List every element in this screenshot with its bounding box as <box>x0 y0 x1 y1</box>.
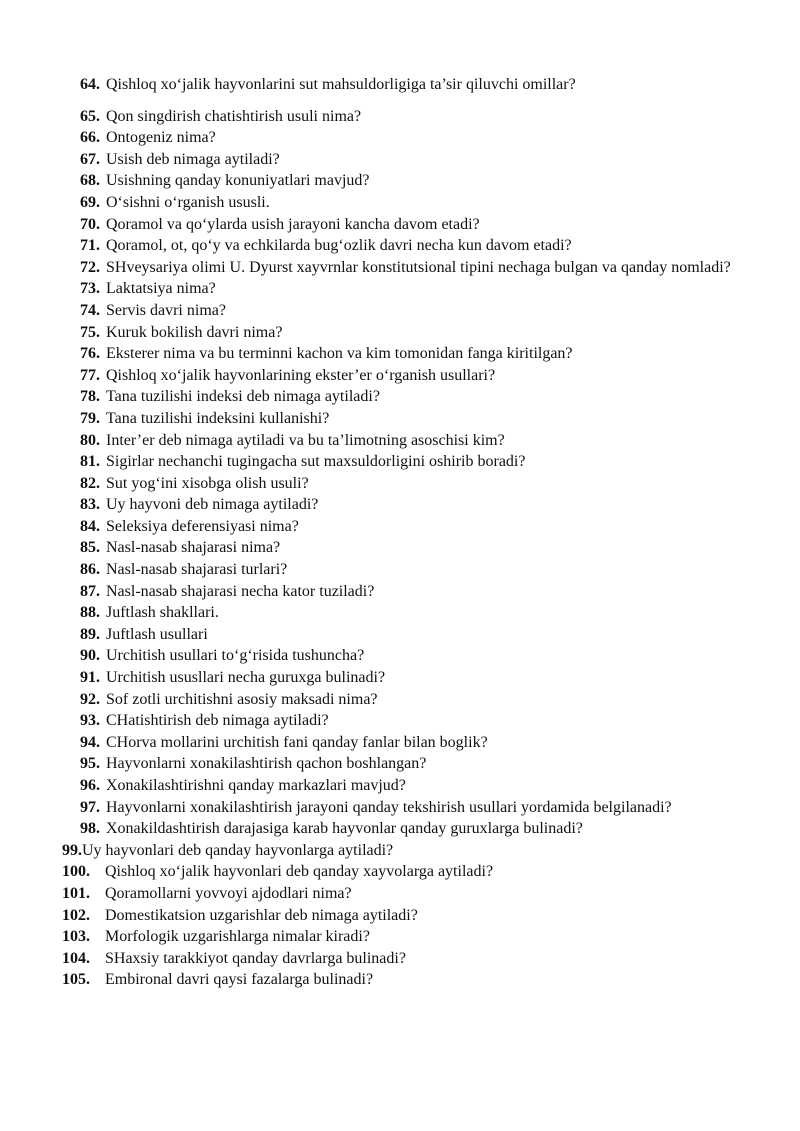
question-number: 69. <box>80 193 100 211</box>
question-number: 105. <box>62 971 90 989</box>
question-number: 67. <box>80 150 100 168</box>
question-number: 64. <box>80 76 100 93</box>
question-text: Sut yog‘ini xisobga olish usuli? <box>106 474 309 492</box>
question-item <box>0 775 800 797</box>
question-text: Laktatsiya nima? <box>106 280 216 298</box>
question-number: 65. <box>80 107 100 125</box>
question-text: SHveysariya olimi U. Dyurst xayvrnlar konstitutsional tipini nechaga bulgan va qanday nomladi? <box>106 258 731 276</box>
question-text: CHatishtirish deb nimaga aytiladi? <box>106 712 329 730</box>
question-text: Nasl-nasab shajarasi necha kator tuziladi? <box>106 582 375 600</box>
question-item <box>0 624 800 646</box>
question-number: 79. <box>80 409 100 427</box>
question-text: Qoramol va qo‘ylarda usish jarayoni kancha davom etadi? <box>106 215 480 233</box>
question-number: 81. <box>80 453 100 471</box>
question-text: Qishloq xo‘jalik hayvonlarini sut mahsuldorligiga ta’sir qiluvchi omillar? <box>106 76 576 93</box>
question-text: Xonakilashtirishni qanday markazlari mavjud? <box>106 777 406 794</box>
question-item <box>0 645 800 667</box>
question-text: Embironal davri qaysi fazalarga bulinadi? <box>105 971 374 989</box>
question-text: Ontogeniz nima? <box>106 129 216 147</box>
question-item <box>0 451 800 473</box>
question-number: 73. <box>80 280 100 298</box>
question-number: 74. <box>80 301 100 319</box>
question-text: Uy hayvoni deb nimaga aytiladi? <box>106 496 319 514</box>
question-item <box>0 235 800 257</box>
question-number: 76. <box>80 345 100 363</box>
question-text: Hayvonlarni xonakilashtirish qachon boshlangan? <box>106 755 427 773</box>
question-item <box>0 473 800 495</box>
question-item <box>0 732 800 754</box>
question-item <box>0 192 800 214</box>
question-number: 98. <box>80 820 100 838</box>
question-number: 80. <box>80 431 100 449</box>
question-text: Nasl-nasab shajarasi nima? <box>106 539 281 557</box>
question-number: 96. <box>80 777 100 794</box>
question-number: 101. <box>62 884 90 902</box>
question-number: 70. <box>80 215 100 233</box>
question-number: 72. <box>80 258 100 276</box>
question-number: 71. <box>80 237 100 255</box>
question-item <box>0 257 800 279</box>
question-text: Inter’er deb nimaga aytiladi va bu ta’limotning asoschisi kim? <box>106 431 505 449</box>
question-text: Urchitish ususllari necha guruxga bulinadi? <box>106 669 386 687</box>
question-text: Qoramollarni yovvoyi ajdodlari nima? <box>105 884 352 902</box>
question-text: Servis davri nima? <box>106 301 226 319</box>
question-text: Eksterer nima va bu terminni kachon va kim tomonidan fanga kiritilgan? <box>106 345 573 363</box>
question-item <box>0 386 800 408</box>
question-text: Kuruk bokilish davri nima? <box>106 323 283 341</box>
question-number: 90. <box>80 647 100 665</box>
question-item <box>0 581 800 603</box>
question-text: O‘sishni o‘rganish ususli. <box>106 193 270 211</box>
question-number: 66. <box>80 129 100 147</box>
question-text: Qishloq xo‘jalik hayvonlari deb qanday xayvolarga aytiladi? <box>105 863 494 881</box>
question-text: Hayvonlarni xonakilashtirish jarayoni qanday tekshirish usullari yordamida belgilanadi? <box>106 798 672 816</box>
question-item <box>0 300 800 322</box>
question-item <box>0 818 800 840</box>
question-number: 99. <box>62 841 82 859</box>
question-item <box>0 343 800 365</box>
question-text: Tana tuzilishi indeksi deb nimaga aytiladi? <box>106 388 380 406</box>
question-item <box>0 753 800 775</box>
question-item <box>0 149 800 171</box>
question-number: 75. <box>80 323 100 341</box>
question-item <box>0 170 800 192</box>
question-text: Juftlash usullari <box>106 625 208 643</box>
question-item <box>0 797 800 819</box>
question-number: 103. <box>62 928 90 946</box>
question-number: 91. <box>80 669 100 687</box>
question-number: 88. <box>80 604 100 622</box>
question-item <box>0 74 800 96</box>
question-number: 93. <box>80 712 100 730</box>
question-text: Seleksiya deferensiyasi nima? <box>106 517 299 535</box>
question-number: 95. <box>80 755 100 773</box>
question-item <box>0 322 800 344</box>
question-item <box>0 710 800 732</box>
question-text: Qishloq xo‘jalik hayvonlarining ekster’er o‘rganish usullari? <box>106 366 496 384</box>
question-item <box>0 537 800 559</box>
question-number: 85. <box>80 539 100 557</box>
question-item <box>0 969 800 991</box>
question-text: Qon singdirish chatishtirish usuli nima? <box>106 107 362 125</box>
question-item <box>0 516 800 538</box>
question-number: 83. <box>80 496 100 514</box>
question-item <box>0 861 800 883</box>
question-item <box>0 127 800 149</box>
question-item <box>0 430 800 452</box>
question-number: 100. <box>62 863 90 881</box>
question-text: Domestikatsion uzgarishlar deb nimaga aytiladi? <box>105 906 418 924</box>
question-number: 87. <box>80 582 100 600</box>
question-item <box>0 883 800 905</box>
question-text: Juftlash shakllari. <box>106 604 219 622</box>
question-item <box>0 106 800 128</box>
question-number: 86. <box>80 561 100 579</box>
question-text: Xonakildashtirish darajasiga karab hayvonlar qanday guruxlarga bulinadi? <box>106 820 583 838</box>
question-text: CHorva mollarini urchitish fani qanday fanlar bilan boglik? <box>106 733 488 751</box>
question-item <box>0 689 800 711</box>
question-item <box>0 494 800 516</box>
question-item <box>0 602 800 624</box>
question-item <box>0 365 800 387</box>
question-number: 78. <box>80 388 100 406</box>
question-number: 77. <box>80 366 100 384</box>
question-text: SHaxsiy tarakkiyot qanday davrlarga bulinadi? <box>105 949 406 967</box>
question-number: 104. <box>62 949 90 967</box>
question-item <box>0 905 800 927</box>
question-number: 82. <box>80 474 100 492</box>
question-item <box>0 278 800 300</box>
question-text: Tana tuzilishi indeksini kullanishi? <box>106 409 330 427</box>
question-text: Sigirlar nechanchi tugingacha sut maxsuldorligini oshirib boradi? <box>106 453 526 471</box>
question-text: Morfologik uzgarishlarga nimalar kiradi? <box>105 928 370 946</box>
question-item <box>0 926 800 948</box>
question-number: 97. <box>80 798 100 816</box>
question-number: 89. <box>80 625 100 643</box>
question-item <box>0 667 800 689</box>
question-text: Urchitish usullari to‘g‘risida tushuncha? <box>106 647 365 665</box>
question-number: 84. <box>80 517 100 535</box>
question-text: Usish deb nimaga aytiladi? <box>106 150 280 168</box>
question-text: Sof zotli urchitishni asosiy maksadi nima? <box>106 690 378 708</box>
question-text: Qoramol, ot, qo‘y va echkilarda bug‘ozlik davri necha kun davom etadi? <box>106 237 572 255</box>
question-item <box>0 559 800 581</box>
question-number: 102. <box>62 906 90 924</box>
question-number: 92. <box>80 690 100 708</box>
question-item <box>0 408 800 430</box>
question-number: 94. <box>80 733 100 751</box>
question-text: Nasl-nasab shajarasi turlari? <box>106 561 288 579</box>
question-text: Usishning qanday konuniyatlari mavjud? <box>106 172 370 190</box>
question-item <box>0 840 800 862</box>
question-item <box>0 214 800 236</box>
question-list <box>0 74 800 991</box>
question-number: 68. <box>80 172 100 190</box>
question-item <box>0 948 800 970</box>
question-text: Uy hayvonlari deb qanday hayvonlarga aytiladi? <box>82 841 394 859</box>
